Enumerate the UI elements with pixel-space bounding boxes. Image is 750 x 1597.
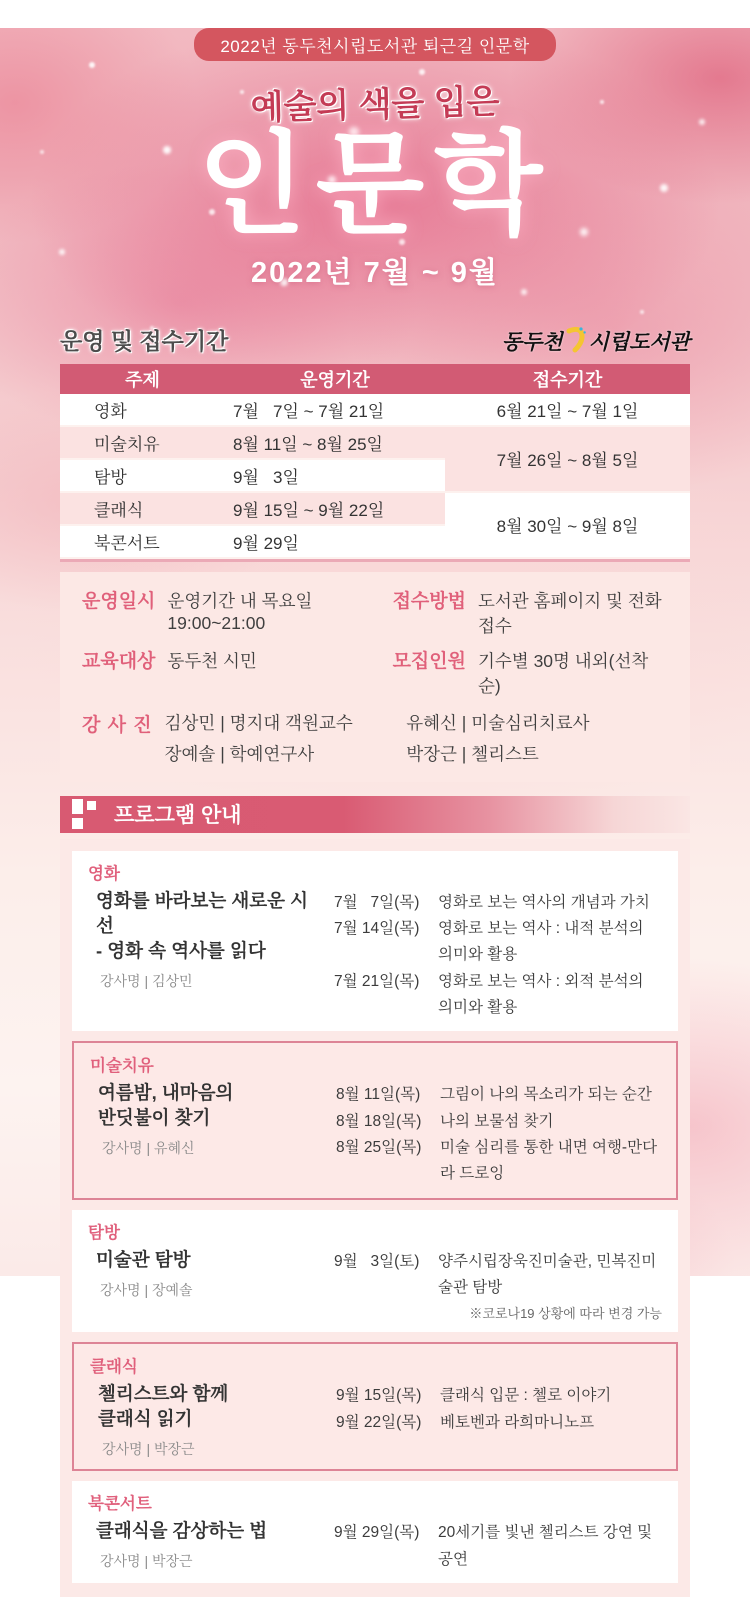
session-date: 8월 11일(목) [336, 1086, 421, 1104]
instructors-label: 강 사 진 [82, 714, 153, 736]
info-label: 교육대상 [82, 650, 156, 672]
subject-cell: 탐방 [60, 460, 225, 493]
subject-cell: 미술치유 [60, 427, 225, 460]
session-row [334, 969, 662, 1022]
info-value: 기수별 30명 내외(선착순) [478, 650, 649, 696]
info-label: 모집인원 [392, 650, 466, 672]
session-description: 영화로 보는 역사 : 외적 분석의 의미와 활용 [438, 972, 648, 1016]
info-value: 도서관 홈페이지 및 전화 접수 [478, 590, 662, 636]
program-category: 클래식 [90, 1358, 138, 1377]
table-row [60, 427, 690, 460]
session-row [336, 1135, 660, 1188]
session-row [336, 1383, 660, 1409]
info-label: 운영일시 [82, 590, 156, 612]
instructor-entry: 유혜신 | 미술심리치료사 [406, 712, 590, 733]
session-description: 미술 심리를 통한 내면 여행-만다라 드로잉 [440, 1139, 658, 1183]
program-card-movie [72, 851, 678, 1032]
poster [0, 28, 750, 1570]
library-logo [502, 326, 690, 356]
application-period-cell: 7월 26일 ~ 8월 5일 [445, 427, 690, 493]
subject-cell: 북콘서트 [60, 526, 225, 559]
table-header-row [60, 364, 690, 394]
session-date: 7월 14일(목) [334, 919, 420, 937]
program-category: 탐방 [88, 1223, 120, 1242]
library-logo-suffix: 시립도서관 [588, 330, 690, 354]
instructors-row [82, 710, 668, 766]
session-date: 9월 3일(토) [334, 1252, 420, 1270]
blocks-icon [72, 799, 100, 829]
table-row [60, 394, 690, 427]
column-header-subject: 주제 [60, 364, 225, 394]
session-description: 양주시립장욱진미술관, 민복진미술관 탐방 [438, 1252, 657, 1297]
covid-note: ※코로나19 상황에 따라 변경 가능 [469, 1306, 662, 1322]
session-date: 7월 21일(목) [334, 972, 420, 990]
program-category: 북콘서트 [88, 1495, 152, 1514]
session-row [336, 1410, 660, 1436]
hero-tagline: 예술의 색을 입은 [250, 82, 500, 128]
operation-period-cell: 9월 15일 ~ 9월 22일 [225, 493, 445, 526]
info-item-capacity [393, 646, 668, 698]
program-instructor: 강사명 | 유혜신 [102, 1140, 195, 1157]
session-description: 클래식 입문 : 첼로 이야기 [440, 1387, 612, 1405]
program-instructor: 강사명 | 박장근 [100, 1553, 193, 1570]
info-item-application-method [393, 586, 668, 638]
session-row [336, 1109, 660, 1135]
schedule-table [60, 364, 690, 562]
operation-period-cell: 8월 11일 ~ 8월 25일 [225, 427, 445, 460]
instructor-entry: 박장근 | 첼리스트 [406, 743, 539, 764]
session-row [334, 1249, 662, 1302]
program-instructor: 강사명 | 장예솔 [100, 1281, 193, 1298]
programs-section-header [60, 796, 690, 833]
info-item-schedule [82, 586, 393, 638]
session-description: 나의 보물섬 찾기 [440, 1112, 554, 1130]
session-date: 9월 29일(목) [334, 1524, 420, 1542]
info-label: 접수방법 [392, 590, 466, 612]
program-title: 미술관 탐방 [96, 1248, 191, 1270]
instructor-entry: 김상민 | 명지대 객원교수 [164, 712, 353, 733]
info-value: 운영기간 내 목요일 19:00~21:00 [167, 590, 313, 633]
program-instructor: 강사명 | 박장근 [102, 1441, 195, 1458]
ribbon-book-icon [565, 327, 587, 355]
session-date: 8월 25일(목) [336, 1139, 422, 1156]
session-row [336, 1082, 660, 1108]
program-title: 첼리스트와 함께 클래식 읽기 [98, 1383, 229, 1430]
program-category: 영화 [88, 864, 120, 883]
operation-period-cell: 9월 3일 [225, 460, 445, 493]
program-card-classic [72, 1342, 678, 1471]
library-logo-prefix: 동두천 [501, 330, 563, 354]
operation-period-cell: 9월 29일 [225, 526, 445, 559]
operation-period-cell: 7월 7일 ~ 7월 21일 [225, 394, 445, 427]
hero-period: 2022년 7월 ~ 9월 [251, 256, 499, 289]
program-title: 영화를 바라보는 새로운 시선 - 영화 속 역사를 읽다 [96, 889, 309, 961]
session-row [334, 1520, 662, 1573]
program-card-book-concert [72, 1481, 678, 1583]
program-card-tour [72, 1210, 678, 1333]
session-description: 영화로 보는 역사의 개념과 가치 [438, 893, 650, 911]
session-description: 영화로 보는 역사 : 내적 분석의 의미와 활용 [438, 919, 648, 964]
session-row [334, 916, 662, 969]
program-instructor: 강사명 | 김상민 [100, 972, 193, 989]
table-row [60, 493, 690, 526]
subject-cell: 클래식 [60, 493, 225, 526]
info-value: 동두천 시민 [167, 650, 257, 671]
program-category: 미술치유 [90, 1057, 154, 1076]
programs-container [60, 839, 690, 1597]
session-description: 그림이 나의 목소리가 되는 순간 [440, 1086, 652, 1104]
session-date: 9월 15일(목) [336, 1387, 422, 1405]
column-header-application-period: 접수기간 [445, 364, 690, 394]
top-banner: 2022년 동두천시립도서관 퇴근길 인문학 [194, 28, 555, 61]
page-title: 인문학 [197, 122, 553, 247]
session-description: 20세기를 빛낸 첼리스트 강연 및 공연 [438, 1524, 657, 1568]
application-period-cell: 8월 30일 ~ 9월 8일 [445, 493, 690, 559]
session-description: 베토벤과 라희마니노프 [440, 1413, 595, 1431]
instructor-entry: 장예솔 | 학예연구사 [164, 743, 315, 764]
program-title: 여름밤, 내마음의 반딧불이 찾기 [98, 1082, 234, 1129]
programs-heading: 프로그램 안내 [114, 804, 242, 828]
info-item-target [82, 646, 393, 698]
application-period-cell: 6월 21일 ~ 7월 1일 [445, 394, 690, 427]
session-row [334, 890, 662, 916]
session-date: 9월 22일(목) [336, 1413, 422, 1431]
info-box [60, 572, 690, 782]
session-date: 8월 18일(목) [336, 1112, 422, 1130]
program-card-art-therapy [72, 1041, 678, 1199]
subject-cell: 영화 [60, 394, 225, 427]
session-date: 7월 7일(목) [334, 893, 420, 911]
column-header-operation-period: 운영기간 [225, 364, 445, 394]
program-title: 클래식을 감상하는 법 [96, 1520, 268, 1542]
schedule-section-heading: 운영 및 접수기간 [60, 327, 229, 354]
